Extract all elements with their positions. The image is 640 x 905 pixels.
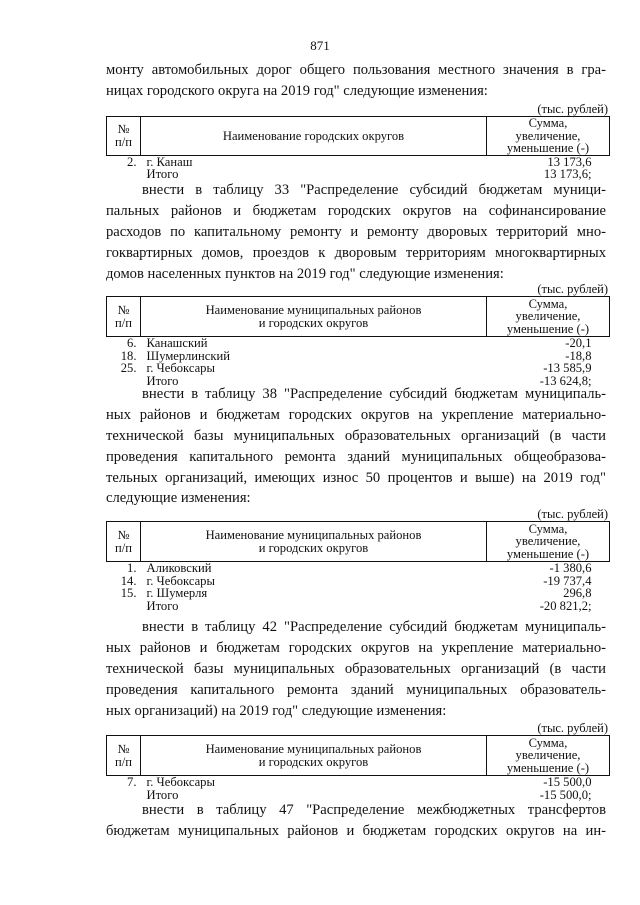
text-line: монту автомобильных дорог общего пользования местного значения в гра- (106, 62, 606, 78)
column-header-sum: Сумма, увеличение, уменьшение (-) (487, 736, 610, 776)
text-line: внести в таблицу 33 "Распределение субсидий бюджетам муници- (142, 182, 606, 198)
table-row: 2. г. Канаш 13 173,6 (127, 154, 592, 169)
column-header-name: Наименование городских округов (141, 117, 487, 156)
column-header-number: № п/п (107, 297, 141, 337)
table-row-total: Итого -13 624,8; (146, 373, 592, 388)
table-row-total: Итого 13 173,6; (146, 167, 592, 182)
text-line: внести в таблицу 42 "Распределение субсидий бюджетам муниципаль- (142, 619, 606, 635)
text-line: расходов по капитальному ремонту и ремонту дворовых территорий мно- (106, 223, 606, 240)
table-4 (106, 735, 610, 801)
paragraph-table-42 (106, 617, 606, 721)
table-row: 25. г. Чебоксары -13 585,9 (120, 361, 592, 376)
text-line: внести в таблицу 38 "Распределение субсидий бюджетам муниципаль- (142, 386, 606, 402)
text-line: гоквартирных домов, проездов к дворовым территориям многоквартирных (106, 244, 606, 261)
column-header-sum: Сумма, увеличение, уменьшение (-) (487, 297, 610, 337)
text-line: домов населенных пунктов на 2019 год" следующие изменения: (106, 265, 504, 282)
column-header-name: Наименование муниципальных районов и городских округов (141, 522, 487, 562)
text-line: проведения капитального ремонта зданий муниципальных образователь- (106, 681, 606, 698)
table-2 (106, 296, 610, 387)
unit-label: (тыс. рублей) (537, 102, 608, 116)
table-row: 7. г. Чебоксары -15 500,0 (127, 775, 592, 789)
paragraph-table-47 (106, 800, 606, 842)
table-row: 6. Канашский -20,1 (127, 336, 592, 350)
text-line: пальных районов и бюджетам городских округов на софинансирование (106, 202, 606, 219)
column-header-sum: Сумма, увеличение, уменьшение (-) (487, 522, 610, 562)
table-row: 1. Аликовский -1 380,6 (127, 561, 592, 575)
text-line: ных районов и бюджетам городских округов на укрепление материально- (106, 406, 606, 423)
text-line: бюджетам муниципальных районов и бюджетам городских округов на ин- (106, 822, 606, 839)
text-line: технической базы муниципальных образовательных организаций (в части (106, 427, 606, 444)
unit-label: (тыс. рублей) (537, 282, 608, 296)
table-row-total: Итого -20 821,2; (146, 598, 592, 613)
table-row: 18. Шумерлинский -18,8 (120, 348, 592, 363)
paragraph-table-38 (106, 384, 606, 509)
text-line: технической базы муниципальных образовательных организаций (в части (106, 660, 606, 677)
table-row: 15. г. Шумерля 296,8 (120, 586, 592, 601)
column-header-number: № п/п (107, 736, 141, 776)
column-header-name: Наименование муниципальных районов и городских округов (141, 736, 487, 776)
text-line: тельных организаций, имеющих износ 50 процентов и выше) на 2019 год" (106, 469, 606, 486)
paragraph-table-33 (106, 180, 606, 284)
column-header-name: Наименование муниципальных районов и городских округов (141, 297, 487, 337)
column-header-number: № п/п (107, 522, 141, 562)
column-header-sum: Сумма, увеличение, уменьшение (-) (487, 117, 610, 156)
column-header-number: № п/п (107, 117, 141, 156)
text-line: проведения капитального ремонта зданий муниципальных общеобразова- (106, 448, 606, 465)
text-line: внести в таблицу 47 "Распределение межбюджетных трансфертов (142, 802, 606, 818)
text-line: ных организаций) на 2019 год" следующие изменения: (106, 702, 447, 719)
unit-label: (тыс. рублей) (537, 507, 608, 521)
table-row-total: Итого -15 500,0; (146, 787, 592, 802)
page-number: 871 (310, 38, 330, 53)
unit-label: (тыс. рублей) (537, 721, 608, 735)
text-line: ных районов и бюджетам городских округов на укрепление материально- (106, 639, 606, 656)
text-line: следующие изменения: (106, 490, 251, 507)
table-row: 14. г. Чебоксары -19 737,4 (120, 573, 592, 588)
table-1 (106, 116, 610, 181)
intro-paragraph (106, 60, 606, 102)
text-line: ницах городского округа на 2019 год" следующие изменения: (106, 82, 488, 99)
table-3 (106, 521, 610, 612)
